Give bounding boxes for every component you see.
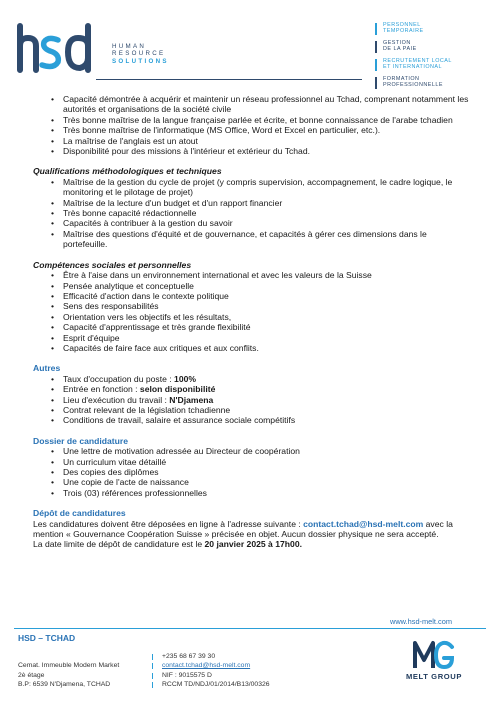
- footer-rccm: RCCM TD/NDJ/01/2014/B13/00326: [162, 681, 270, 689]
- service-line: ET INTERNATIONAL: [383, 64, 443, 70]
- dossier-section: [33, 436, 473, 498]
- list-item: [33, 415, 473, 425]
- intro-list: [33, 94, 473, 156]
- service-item: [375, 40, 495, 52]
- section-title: Qualifications méthodologiques et techniques: [33, 166, 222, 177]
- list-item: • Disponibilité pour des missions à l'intérieur et extérieur du Tchad.: [33, 146, 473, 156]
- brand-name: [112, 43, 192, 65]
- service-item: [375, 22, 495, 34]
- document-body: [33, 94, 473, 550]
- service-item: [375, 58, 495, 70]
- service-line: PERSONNEL: [383, 22, 421, 28]
- brand-line-1: HUMAN: [112, 43, 147, 50]
- hsd-logo: [14, 22, 94, 74]
- address-line: B.P: 6539 N'Djamena, TCHAD: [18, 681, 111, 688]
- list-item: [33, 395, 473, 405]
- list-item: • Une lettre de motivation adressée au Directeur de coopération: [33, 446, 473, 456]
- contact-row: [150, 680, 270, 689]
- service-line: PROFESSIONNELLE: [383, 82, 443, 88]
- list-item: • Être à l'aise dans un environnement international et avec les valeurs de la Suisse: [33, 270, 473, 280]
- footer-contacts: [150, 652, 270, 690]
- list-item: • La maîtrise de l'anglais est un atout: [33, 136, 473, 146]
- letterhead: [0, 0, 500, 90]
- competences-section: [33, 260, 473, 354]
- list-item: • Capacités à contribuer à la gestion du savoir: [33, 218, 473, 228]
- footer-phone: +235 68 67 39 30: [162, 653, 216, 660]
- item-value: 100%: [174, 373, 197, 384]
- item-label: Entrée en fonction :: [63, 384, 140, 395]
- service-line: DE LA PAIE: [383, 46, 417, 52]
- deadline-date: 20 janvier 2025 à 17h00.: [204, 539, 302, 550]
- list-item: [33, 374, 473, 384]
- list-item: • Très bonne capacité rédactionnelle: [33, 208, 473, 218]
- qualifications-section: [33, 166, 473, 249]
- website-link[interactable]: www.hsd-melt.com: [389, 617, 452, 626]
- services-list: [375, 22, 495, 94]
- service-line: RECRUTEMENT LOCAL: [383, 58, 452, 64]
- footer-email-link[interactable]: contact.tchad@hsd-melt.com: [162, 662, 251, 670]
- service-item: [375, 76, 495, 88]
- list-item: • Efficacité d'action dans le contexte politique: [33, 291, 473, 301]
- autres-section: [33, 363, 473, 425]
- footer-divider: [14, 628, 486, 629]
- address-line: 2è étage: [18, 671, 45, 679]
- section-title: Autres: [33, 363, 61, 374]
- list-item: • Très bonne maîtrise de la langue française parlée et écrite, et bonne connaissance de l'arabe tchadien: [33, 115, 473, 125]
- list-item: • Esprit d'équipe: [33, 333, 473, 343]
- list-item: • Maîtrise de la lecture d'un budget et d'un rapport financier: [33, 198, 473, 208]
- depot-section: [33, 508, 473, 550]
- list-item: • Très bonne maîtrise de l'informatique (MS Office, Word et Excel en particulier, etc.).: [33, 125, 473, 135]
- list-item: • Pensée analytique et conceptuelle: [33, 281, 473, 291]
- footer-address: [18, 661, 119, 690]
- contact-row: [150, 671, 270, 680]
- list-item: • Capacités de faire face aux critiques et aux conflits.: [33, 343, 473, 353]
- item-value: N'Djamena: [169, 394, 214, 405]
- list-item: • Capacité d'apprentissage et très grande flexibilité: [33, 322, 473, 332]
- list-item: • Un curriculum vitae détaillé: [33, 457, 473, 467]
- list-item: • Maîtrise de la gestion du cycle de projet (y compris supervision, accompagnement, le cadre logique, le monitoring et le pilotage de projet): [33, 177, 473, 198]
- section-title: Compétences sociales et personnelles: [33, 259, 192, 270]
- header-divider: [96, 79, 362, 80]
- depot-text: avec la mention « Gouvernance Coopération Suisse » précisée en objet. Aucun dossier physique ne sera accepté.: [33, 518, 453, 540]
- list-item: • Des copies des diplômes: [33, 467, 473, 477]
- item-value: selon disponibilité: [139, 384, 216, 395]
- brand-line-3: SOLUTIONS: [112, 57, 169, 65]
- list-item: • Maîtrise des questions d'équité et de gouvernance, et capacités à gérer ces dimensions dans le portefeuille.: [33, 229, 473, 250]
- brand-line-2: RESOURCE: [112, 50, 166, 58]
- melt-logo-icon: [412, 640, 456, 670]
- list-item: • Capacité démontrée à acquérir et maintenir un réseau professionnel au Tchad, comprenant notamment les autorités et organisations de la société civile: [33, 94, 473, 115]
- list-item: • Sens des responsabilités: [33, 301, 473, 311]
- section-title: Dossier de candidature: [33, 435, 129, 446]
- item-label: Conditions de travail, salaire et assurance sociale compétitifs: [63, 415, 296, 426]
- address-line: Cemat. Immeuble Modern Market: [18, 662, 120, 669]
- deadline-paragraph: [33, 539, 473, 549]
- depot-text: Les candidatures doivent être déposées en ligne à l'adresse suivante :: [33, 518, 304, 529]
- melt-group-label: MELT GROUP: [405, 672, 463, 681]
- item-label: Taux d'occupation du poste :: [63, 373, 175, 384]
- depot-paragraph: [33, 519, 473, 540]
- contact-row: [150, 652, 270, 661]
- item-label: Contrat relevant de la législation tchadienne: [63, 404, 231, 415]
- list-item: [33, 384, 473, 394]
- list-item: [33, 405, 473, 415]
- service-line: GESTION: [383, 40, 411, 46]
- service-line: TEMPORAIRE: [383, 28, 424, 34]
- list-item: • Une copie de l'acte de naissance: [33, 477, 473, 487]
- contact-email-link[interactable]: contact.tchad@hsd-melt.com: [303, 518, 424, 529]
- service-line: FORMATION: [383, 76, 420, 82]
- contact-row: [150, 661, 270, 670]
- list-item: • Orientation vers les objectifs et les résultats,: [33, 312, 473, 322]
- section-title: Dépôt de candidatures: [33, 508, 126, 519]
- deadline-text: La date limite de dépôt de candidature est le: [33, 539, 205, 550]
- melt-group-logo: [394, 640, 474, 681]
- list-item: • Trois (03) références professionnelles: [33, 488, 473, 498]
- item-label: Lieu d'exécution du travail :: [63, 394, 170, 405]
- footer-nif: NIF : 9015575 D: [162, 671, 212, 679]
- footer-title: HSD – TCHAD: [18, 633, 76, 643]
